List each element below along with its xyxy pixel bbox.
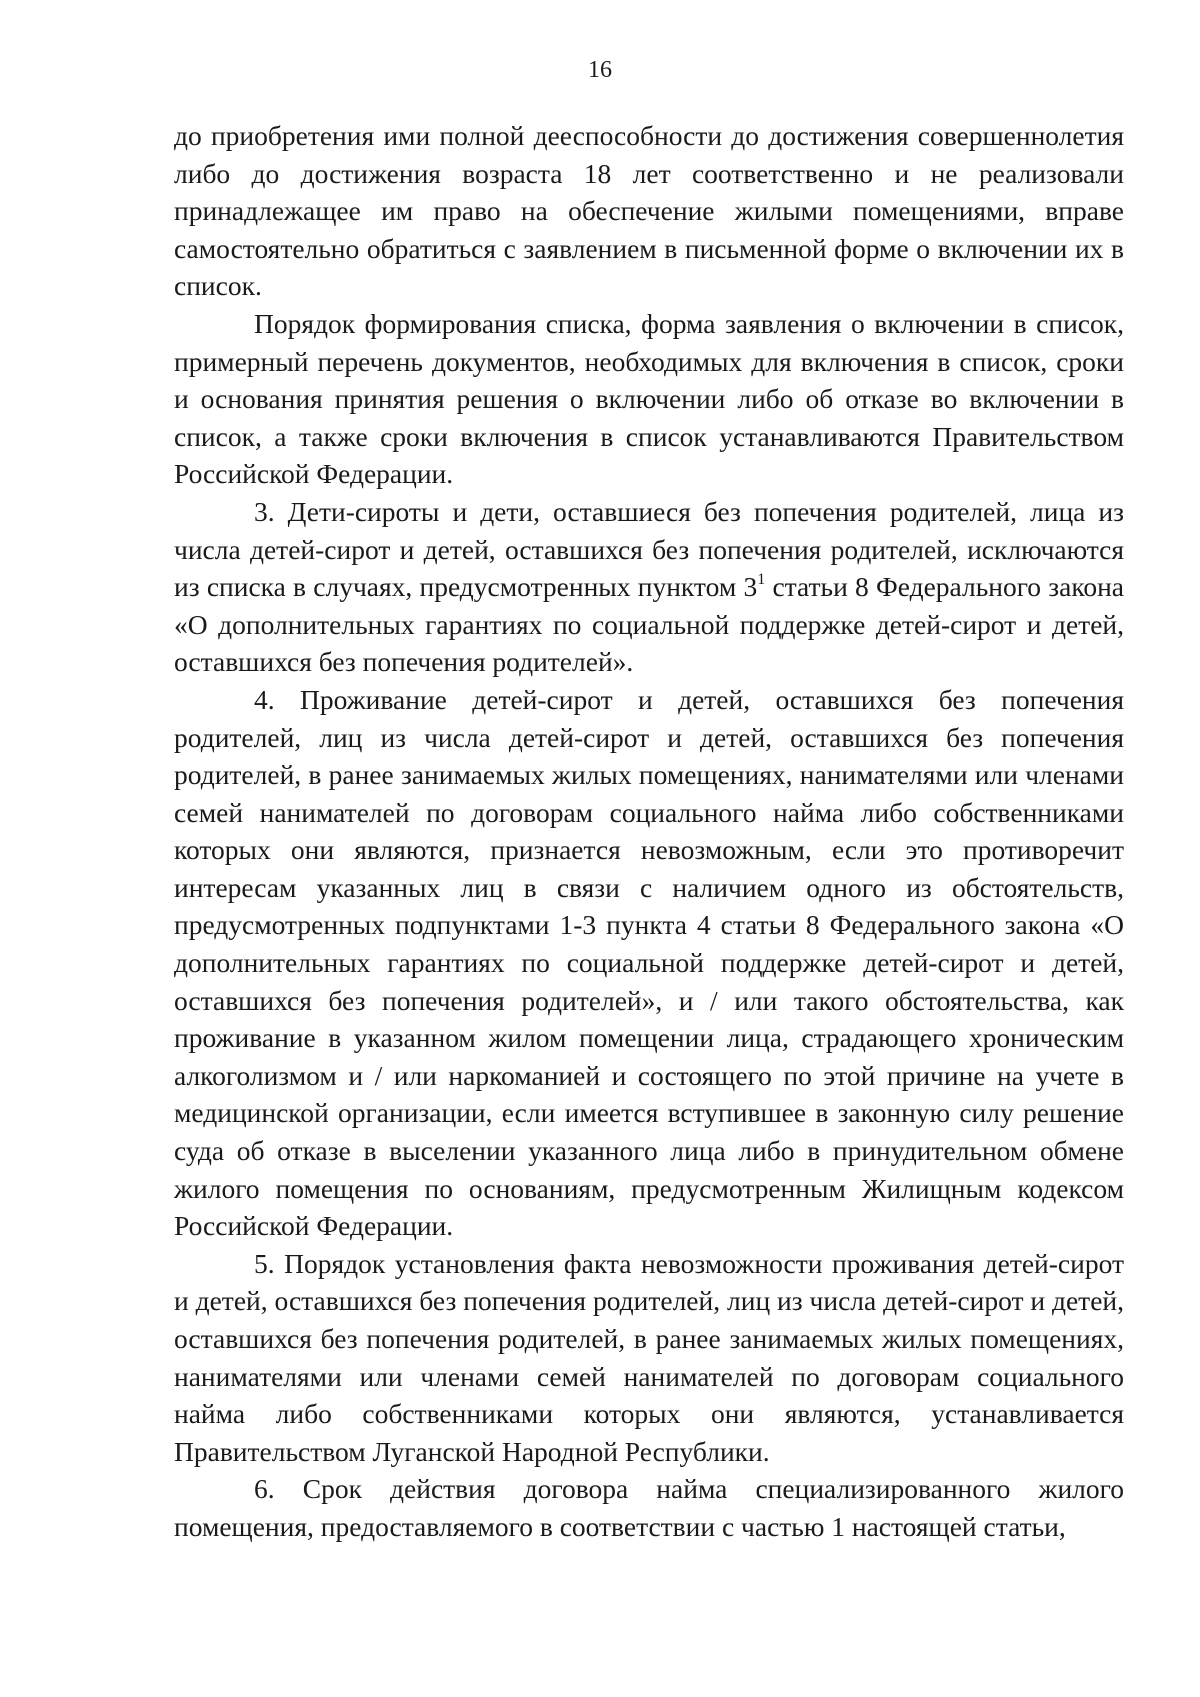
paragraph-list-procedure: Порядок формирования списка, форма заявления о включении в список, примерный перечень документов, необходимых для включения в список, сроки и основания принятия решения о включении либо об отказе во включении в список, а также сроки включения в список устанавливаются Правительством Российской Федерации.: [174, 307, 1124, 490]
paragraph-item-3-text: 3. Дети-сироты и дети, оставшиеся без попечения родителей, лица из числа детей-сирот и детей, оставшихся без попечения родителей, исключаются из списка в случаях, предусмотренных пунктом 3: [174, 495, 1124, 603]
page-number: 16: [588, 57, 612, 83]
paragraph-item-4: 4. Проживание детей-сирот и детей, оставшихся без попечения родителей, лиц из числа детей-сирот и детей, оставшихся без попечения родителей, в ранее занимаемых жилых помещениях, нанимателями или членами семей нанимателей по договорам социального найма либо собственниками которых они являются, признается невозможным, если это противоречит интересам указанных лиц в связи с наличием одного из обстоятельств, предусмотренных подпунктами 1-3 пункта 4 статьи 8 Федерального закона «О дополнительных гарантиях по социальной поддержке детей-сирот и детей, оставшихся без попечения родителей», и / или такого обстоятельства, как проживание в указанном жилом помещении лица, страдающего хроническим алкоголизмом и / или наркоманией и состоящего по этой причине на учете в медицинской организации, если имеется вступившее в законную силу решение суда об отказе в выселении указанного лица либо в принудительном обмене жилого помещения по основаниям, предусмотренным Жилищным кодексом Российской Федерации.: [174, 683, 1124, 1242]
paragraph-item-6: 6. Срок действия договора найма специализированного жилого помещения, предоставляемого в соответствии с частью 1 настоящей статьи,: [174, 1473, 1124, 1542]
paragraph-item-5: 5. Порядок установления факта невозможности проживания детей-сирот и детей, оставшихся без попечения родителей, лиц из числа детей-сирот и детей, оставшихся без попечения родителей, в ранее занимаемых жилых помещениях, нанимателями или членами семей нанимателей по договорам социального найма либо собственниками которых они являются, устанавливается Правительством Луганской Народной Республики.: [174, 1247, 1124, 1467]
paragraph-item-3-text-end: статьи 8 Федерального закона «О дополнительных гарантиях по социальной поддержке детей-сирот и детей, оставшихся без попечения родителей».: [174, 571, 1124, 678]
paragraph-continuation: до приобретения ими полной дееспособности до достижения совершеннолетия либо до достижения возраста 18 лет соответственно и не реализовали принадлежащее им право на обеспечение жилыми помещениями, вправе самостоятельно обратиться с заявлением в письменной форме о включении их в список.: [174, 120, 1124, 302]
paragraph-item-3: [174, 493, 1124, 681]
document-body: [174, 117, 1124, 1546]
superscript-reference: 1: [757, 571, 766, 589]
